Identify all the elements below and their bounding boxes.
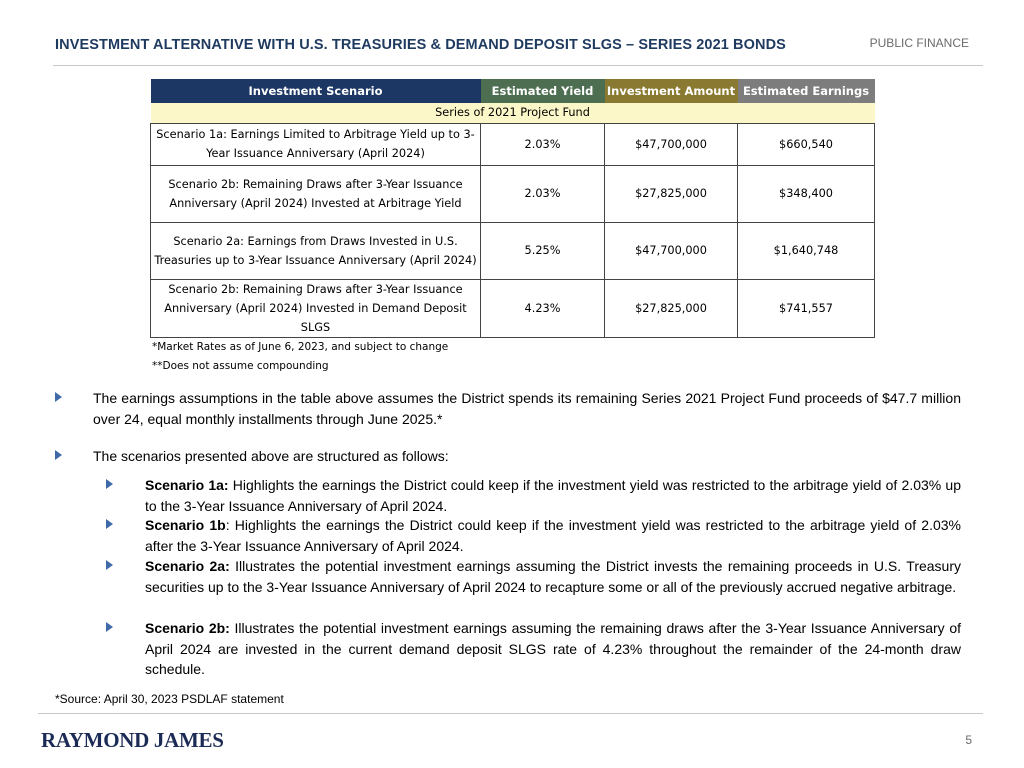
table-header-row	[151, 79, 875, 103]
scenario-cell: Scenario 1a: Earnings Limited to Arbitrage Yield up to 3-Year Issuance Anniversary (April 2024)	[151, 123, 481, 165]
yield-cell: 2.03%	[481, 123, 605, 165]
sub-bullet-label: Scenario 1a:	[145, 477, 229, 493]
sub-bullet-arrow-icon	[106, 479, 113, 489]
sub-bullet-text: Highlights the earnings the District could keep if the investment yield was restricted to the arbitrage yield of 2.03% up to the 3-Year Issuance Anniversary of April 2024.	[145, 477, 962, 514]
earnings-cell: $348,400	[738, 165, 875, 222]
yield-cell: 2.03%	[481, 165, 605, 222]
header-estimated-yield: Estimated Yield	[481, 79, 605, 103]
footnote-compounding: **Does not assume compounding	[152, 360, 329, 372]
amount-cell: $27,825,000	[605, 279, 738, 337]
source-note: *Source: April 30, 2023 PSDLAF statement	[55, 692, 284, 706]
sub-bullet-text: Illustrates the potential investment earnings assuming the District invests the remaining proceeds in U.S. Treasury securities up to the 3-Year Issuance Anniversary of April 2024 to recapture some or all of the previously accrued negative arbitrage.	[145, 558, 962, 595]
table-row	[151, 279, 875, 337]
sub-bullet-scenario-1a	[145, 475, 961, 516]
sub-bullet-arrow-icon	[106, 519, 113, 529]
sub-bullet-scenario-1b	[145, 515, 961, 556]
earnings-cell: $741,557	[738, 279, 875, 337]
sub-bullet-label: Scenario 1b	[145, 517, 226, 533]
amount-cell: $27,825,000	[605, 165, 738, 222]
scenario-cell: Scenario 2b: Remaining Draws after 3-Year Issuance Anniversary (April 2024) Invested in Demand Deposit SLGS	[151, 279, 481, 337]
footer-divider	[38, 713, 983, 714]
sub-bullet-arrow-icon	[106, 622, 113, 632]
bullet-arrow-icon	[55, 392, 62, 402]
yield-cell: 5.25%	[481, 222, 605, 279]
earnings-cell: $660,540	[738, 123, 875, 165]
amount-cell: $47,700,000	[605, 123, 738, 165]
footnote-market-rates: *Market Rates as of June 6, 2023, and subject to change	[152, 341, 449, 353]
amount-cell: $47,700,000	[605, 222, 738, 279]
sub-bullet-scenario-2b	[145, 618, 961, 680]
bullet-earnings-assumption: The earnings assumptions in the table above assumes the District spends its remaining Series 2021 Project Fund proceeds of $47.7 million over 24, equal monthly installments through June 2025.*	[93, 390, 961, 427]
sub-bullet-arrow-icon	[106, 560, 113, 570]
table-row	[151, 123, 875, 165]
scenario-cell: Scenario 2b: Remaining Draws after 3-Year Issuance Anniversary (April 2024) Invested at Arbitrage Yield	[151, 165, 481, 222]
table-row	[151, 165, 875, 222]
earnings-cell: $1,640,748	[738, 222, 875, 279]
table-row	[151, 222, 875, 279]
header-estimated-earnings: Estimated Earnings	[738, 79, 875, 103]
header-divider	[53, 65, 983, 66]
sub-bullet-scenario-2a	[145, 556, 961, 597]
yield-cell: 4.23%	[481, 279, 605, 337]
sub-bullet-label: Scenario 2a:	[145, 558, 230, 574]
sub-bullet-label: Scenario 2b:	[145, 620, 230, 636]
group-label: Series of 2021 Project Fund	[151, 103, 875, 123]
group-row	[151, 103, 875, 123]
scenario-cell: Scenario 2a: Earnings from Draws Invested in U.S. Treasuries up to 3-Year Issuance Anniversary (April 2024)	[151, 222, 481, 279]
sub-bullet-text: Illustrates the potential investment earnings assuming the remaining draws after the 3-Year Issuance Anniversary of April 2024 are invested in the current demand deposit SLGS rate of 4.23% throughout the remainder of the 24-month draw schedule.	[145, 620, 962, 677]
section-label: PUBLIC FINANCE	[869, 36, 969, 50]
slide-title: INVESTMENT ALTERNATIVE WITH U.S. TREASURIES & DEMAND DEPOSIT SLGS – SERIES 2021 BONDS	[55, 37, 786, 53]
header-investment-scenario: Investment Scenario	[151, 79, 481, 103]
header-investment-amount: Investment Amount	[605, 79, 738, 103]
scenarios-table	[150, 79, 875, 338]
page-number: 5	[965, 733, 972, 747]
bullet-arrow-icon	[55, 450, 62, 460]
raymond-james-logo: RAYMOND JAMES	[41, 728, 224, 752]
bullet-scenarios-intro: The scenarios presented above are structured as follows:	[93, 448, 449, 464]
sub-bullet-text: : Highlights the earnings the District could keep if the investment yield was restricted to the arbitrage yield of 2.03% after the 3-Year Issuance Anniversary of April 2024.	[145, 517, 961, 554]
